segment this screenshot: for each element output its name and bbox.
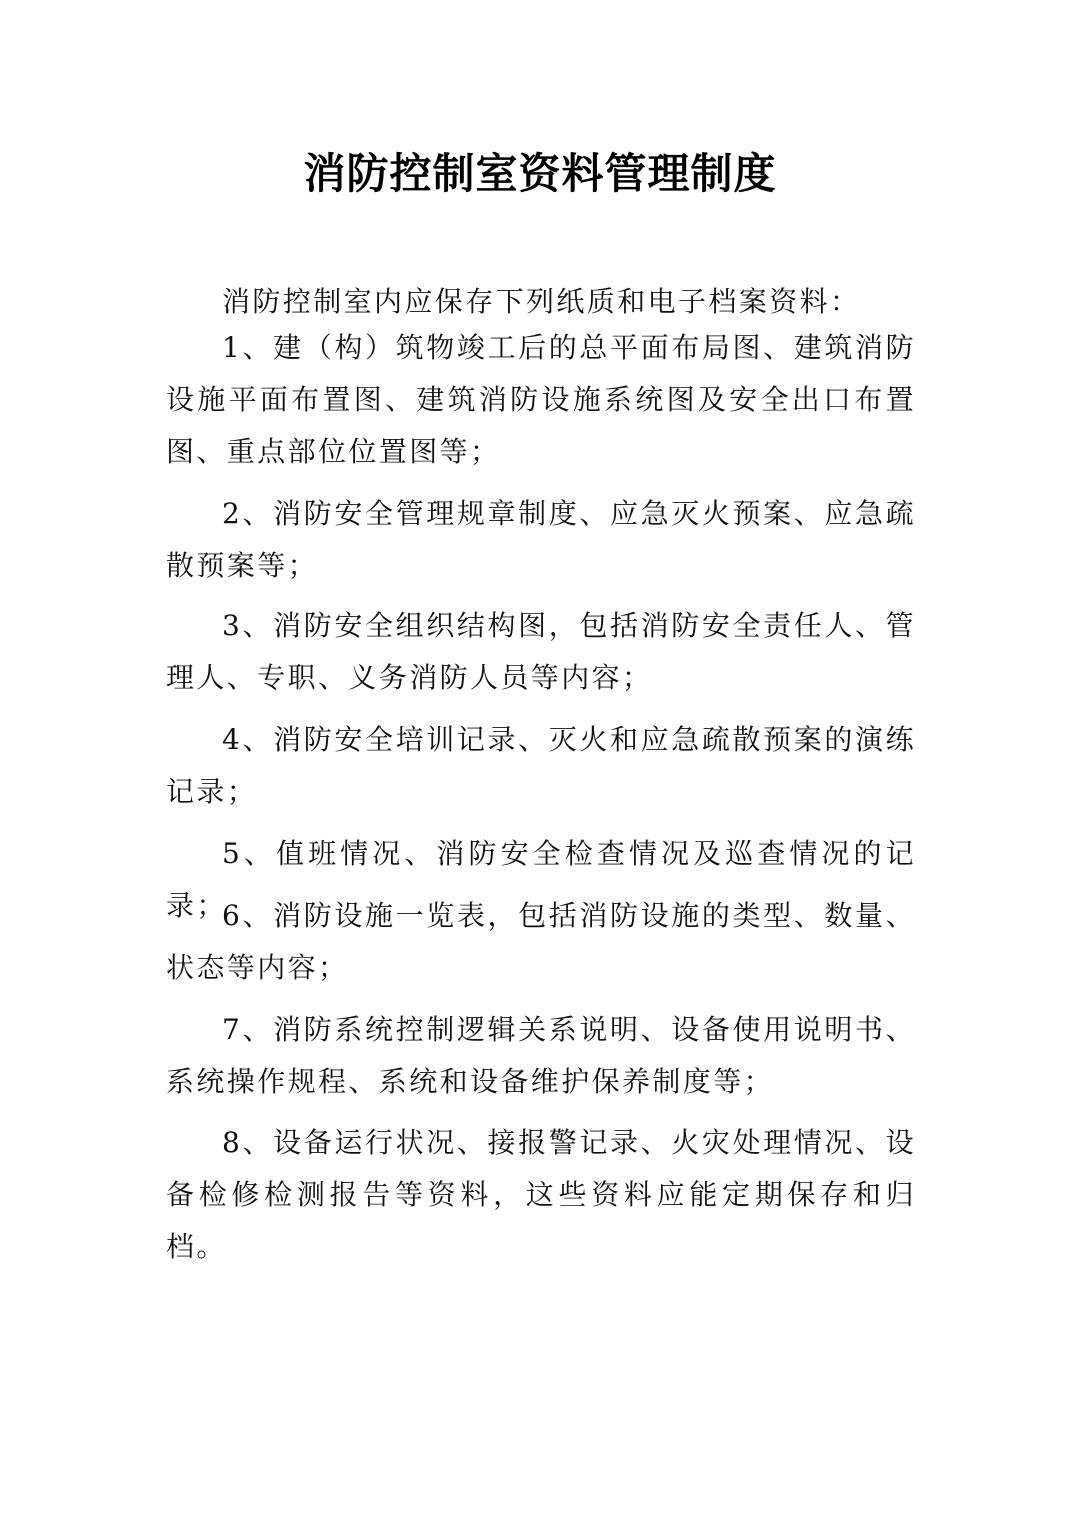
list-item-text: 1、建（构）筑物竣工后的总平面布局图、建筑消防设施平面布置图、建筑消防设施系统图及安全出口布置图、重点部位位置图等； xyxy=(166,331,916,468)
list-item-1 xyxy=(166,322,916,478)
list-item-8 xyxy=(166,1117,916,1273)
list-item-text: 7、消防系统控制逻辑关系说明、设备使用说明书、系统操作规程、系统和设备维护保养制度等； xyxy=(166,1013,916,1098)
list-item-text: 8、设备运行状况、接报警记录、火灾处理情况、设备检修检测报告等资料，这些资料应能定期保存和归档。 xyxy=(166,1126,916,1263)
intro-paragraph xyxy=(166,276,916,328)
document-title: 消防控制室资料管理制度 xyxy=(303,149,777,198)
list-item-text: 4、消防安全培训记录、灭火和应急疏散预案的演练记录； xyxy=(166,723,916,808)
list-item-4 xyxy=(166,714,916,818)
list-item-7 xyxy=(166,1004,916,1108)
list-item-text: 5、值班情况、消防安全检查情况及巡查情况的记录； xyxy=(166,837,916,922)
list-item-6 xyxy=(166,890,916,994)
list-item-text: 6、消防设施一览表，包括消防设施的类型、数量、状态等内容； xyxy=(166,899,916,984)
list-item-2 xyxy=(166,488,916,592)
list-item-text: 2、消防安全管理规章制度、应急灭火预案、应急疏散预案等； xyxy=(166,497,916,582)
list-item-text: 3、消防安全组织结构图，包括消防安全责任人、管理人、专职、义务消防人员等内容； xyxy=(166,609,916,694)
list-item-3 xyxy=(166,600,916,704)
intro-text: 消防控制室内应保存下列纸质和电子档案资料： xyxy=(222,285,861,318)
